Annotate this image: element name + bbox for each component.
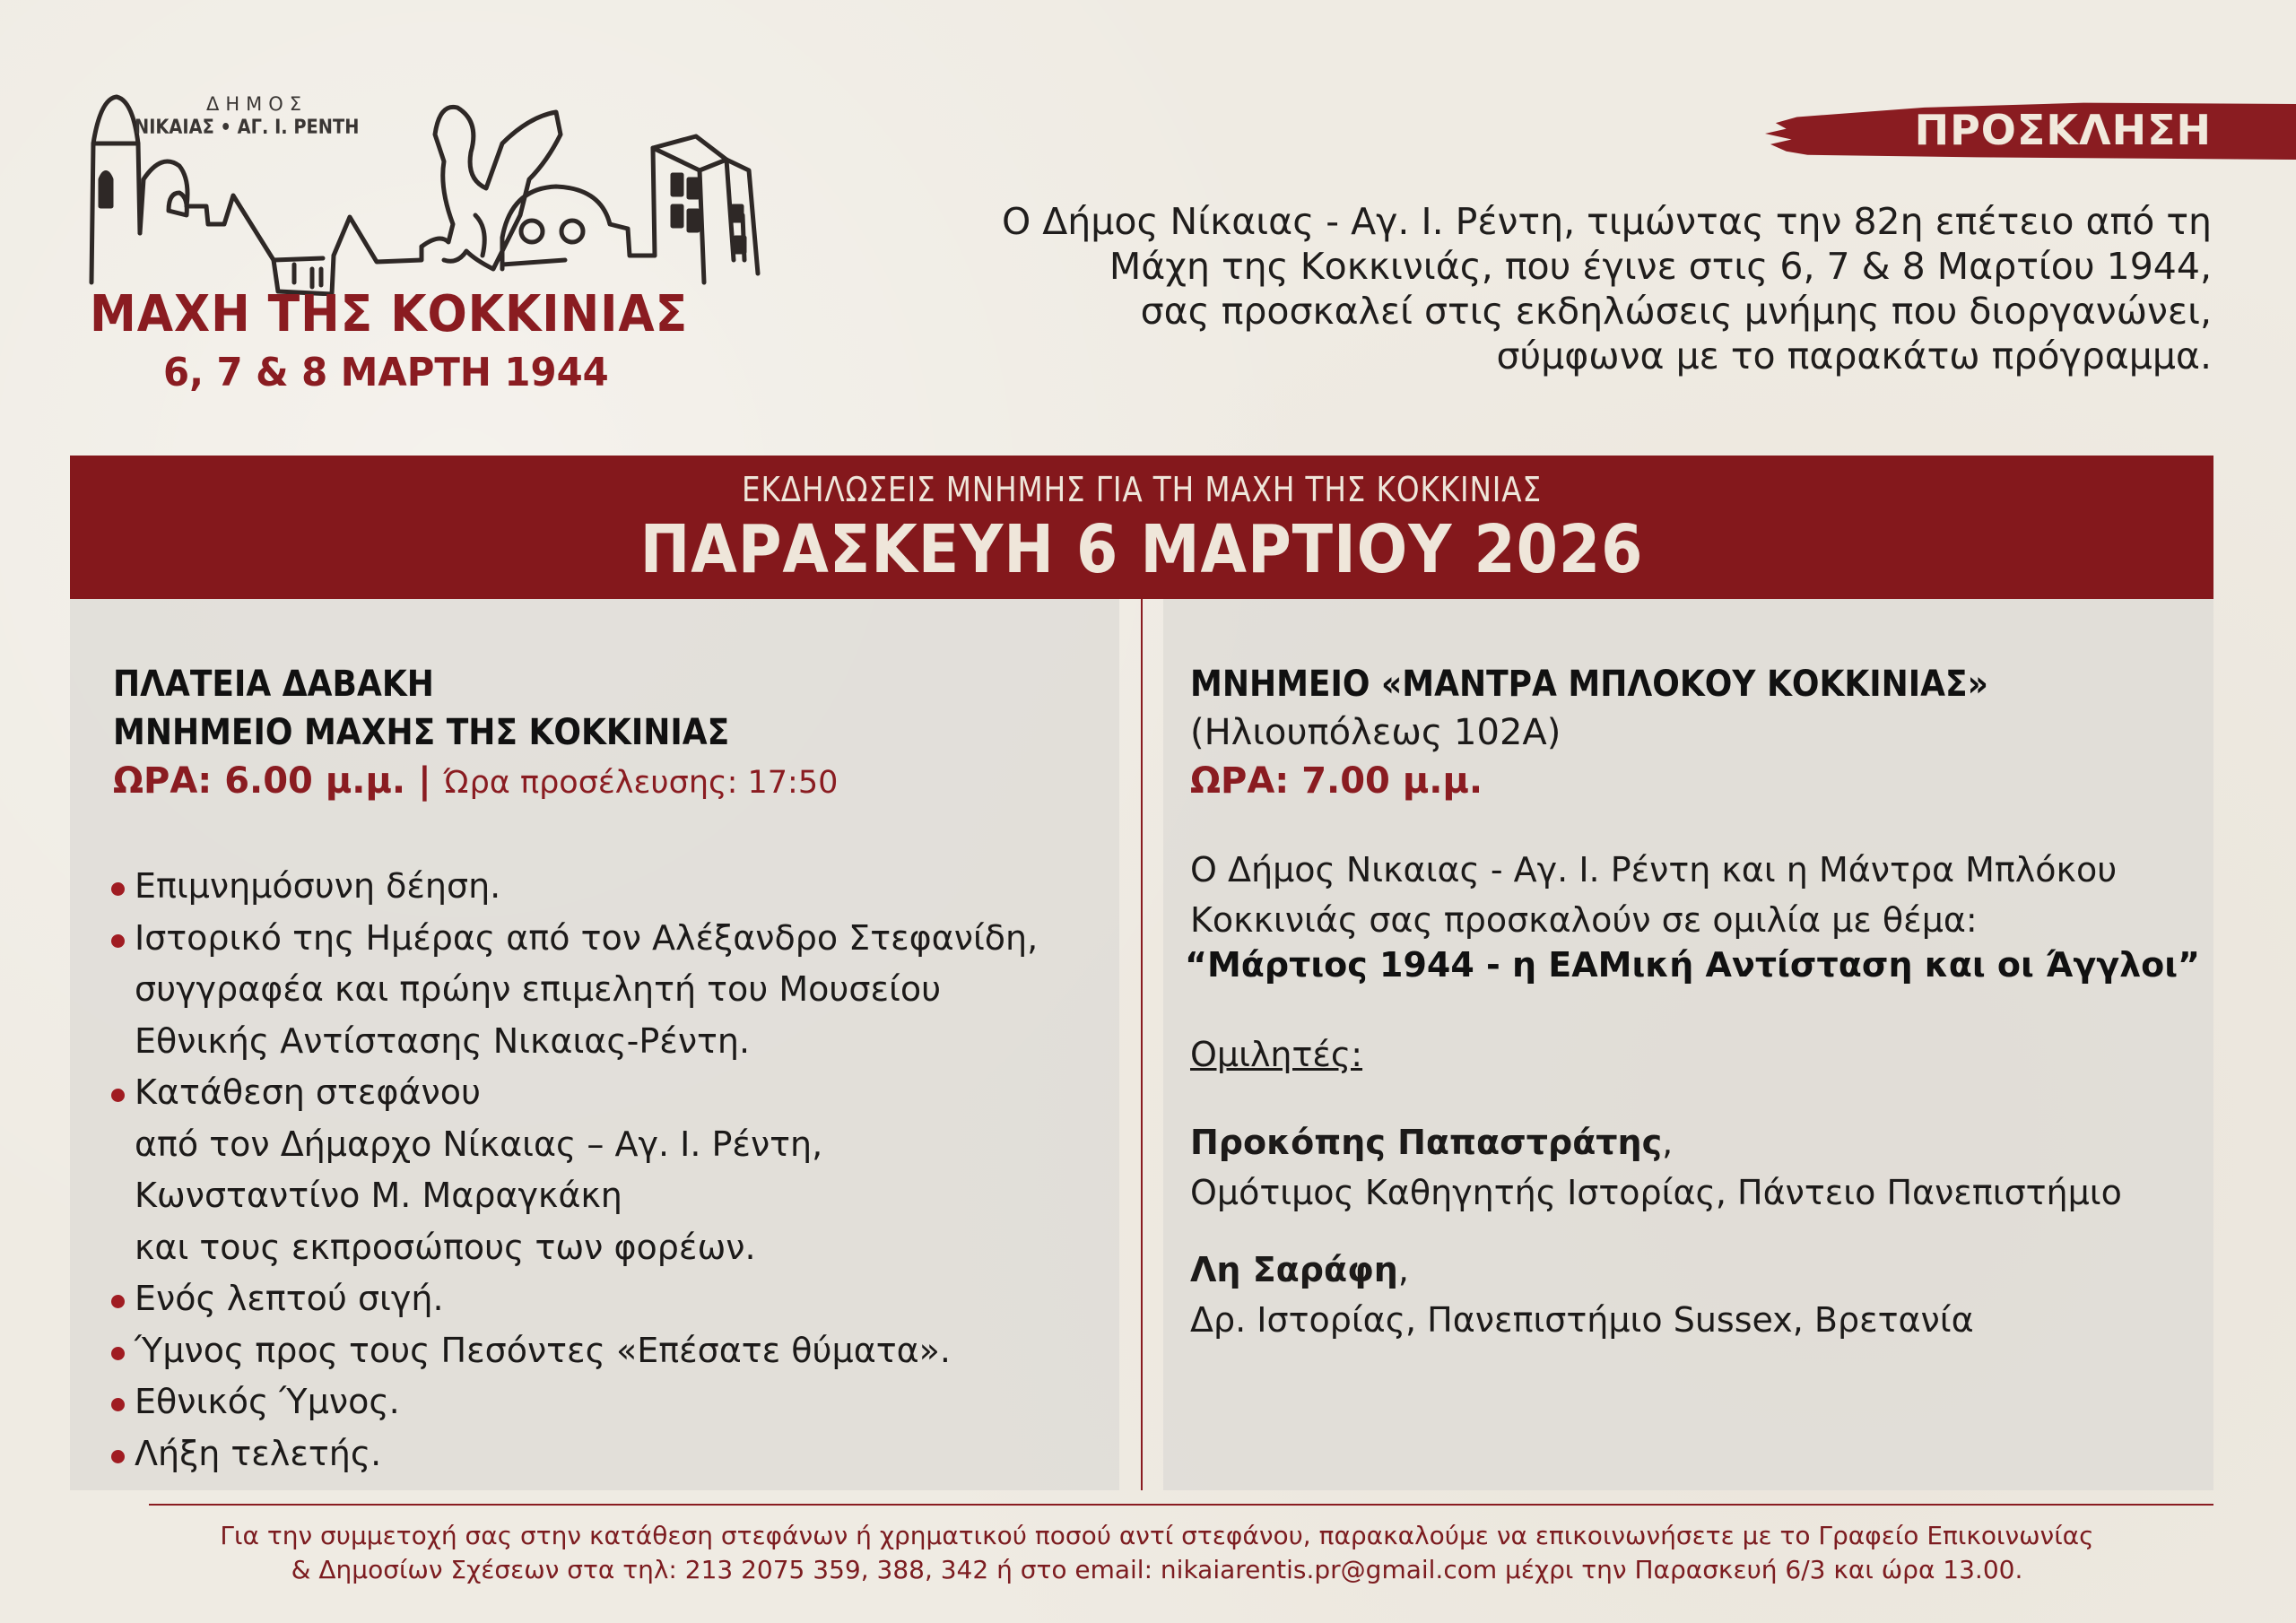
right-event-panel [1163, 599, 2213, 1490]
list-item-continuation: και τους εκπροσώπους των φορέων. [135, 1227, 756, 1267]
list-item: Ύμνος προς τους Πεσόντες «Επέσατε θύματα». [111, 1325, 1038, 1377]
time-separator: | [418, 760, 431, 802]
list-item-continuation: συγγραφέα και πρώην επιμελητή του Μουσείου [135, 969, 942, 1009]
invitation-line: Μάχη της Κοκκινιάς, που έγινε στις 6, 7 & 8 Μαρτίου 1944, [1109, 245, 2212, 288]
logo-municipality-name: ΝΙΚΑΙΑΣ • ΑΓ. Ι. ΡΕΝΤΗ [135, 117, 360, 139]
left-time-line [113, 760, 838, 802]
program-list [111, 861, 1038, 1480]
invitation-tag-label: ΠΡΟΣΚΛΗΣΗ [1914, 106, 2212, 154]
bullet-dot-icon [111, 1089, 125, 1102]
speakers-label: Ομιλητές: [1190, 1035, 1363, 1074]
list-item-continuation: Εθνικής Αντίστασης Νικαιας-Ρέντη. [135, 1020, 751, 1061]
right-event-time: ΩΡΑ: 7.00 μ.μ. [1190, 760, 1483, 802]
banner-title: ΠΑΡΑΣΚΕΥΗ 6 ΜΑΡΤΙΟΥ 2026 [639, 511, 1644, 588]
speaker-entry: Λη Σαράφη, Δρ. Ιστορίας, Πανεπιστήμιο Sussex, Βρετανία [1190, 1245, 1974, 1345]
speaker-name: Λη Σαράφη [1190, 1250, 1398, 1289]
invitation-text [866, 199, 2212, 378]
footer-divider [149, 1504, 2213, 1506]
cityscape-sketch-icon [81, 81, 762, 296]
column-divider [1141, 599, 1143, 1490]
bullet-dot-icon [111, 882, 125, 896]
municipality-logo [81, 81, 762, 412]
bullet-dot-icon [111, 1398, 125, 1411]
speaker-name: Προκόπης Παπαστράτης [1190, 1123, 1663, 1162]
talk-description: Ο Δήμος Νικαιας - Αγ. Ι. Ρέντη και η Μάντρα Μπλόκου Κοκκινιάς σας προσκαλούν σε ομιλία με θέμα: [1190, 850, 2118, 940]
invitation-line: Ο Δήμος Νίκαιας - Αγ. Ι. Ρέντη, τιμώντας την 82η επέτειο από τη [1001, 200, 2212, 243]
left-arrival-time: Ώρα προσέλευσης: 17:50 [443, 765, 839, 801]
bullet-dot-icon [111, 934, 125, 948]
logo-dates: 6, 7 & 8 ΜΑΡΤΗ 1944 [163, 350, 609, 395]
invitation-line: σύμφωνα με το παρακάτω πρόγραμμα. [1496, 334, 2212, 378]
banner-subtitle: ΕΚΔΗΛΩΣΕΙΣ ΜΝΗΜΗΣ ΓΙΑ ΤΗ ΜΑΧΗ ΤΗΣ ΚΟΚΚΙΝΙΑΣ [741, 470, 1543, 509]
list-item-continuation: Κωνσταντίνο Μ. Μαραγκάκη [135, 1176, 622, 1215]
list-item: Ιστορικό της Ημέρας από τον Αλέξανδρο Στεφανίδη, [111, 913, 1038, 965]
list-item: Επιμνημόσυνη δέηση. [111, 861, 1038, 913]
left-event-panel [70, 599, 1119, 1490]
logo-title: ΜΑΧΗ ΤΗΣ ΚΟΚΚΙΝΙΑΣ [90, 285, 689, 343]
invitation-line: σας προσκαλεί στις εκδηλώσεις μνήμης που διοργανώνει, [1140, 290, 2212, 333]
bullet-dot-icon [111, 1347, 125, 1360]
right-venue-address: (Ηλιουπόλεως 102Α) [1190, 712, 1561, 753]
right-venue: ΜΝΗΜΕΙΟ «ΜΑΝΤΡΑ ΜΠΛΟΚΟΥ ΚΟΚΚΙΝΙΑΣ» [1190, 664, 1988, 705]
talk-topic: “Μάρτιος 1944 - η ΕΑΜική Αντίσταση και οι Άγγλοι” [1185, 945, 2201, 985]
list-item: Εθνικός Ύμνος. [111, 1376, 1038, 1428]
list-item: Λήξη τελετής. [111, 1428, 1038, 1480]
footer-line: & Δημοσίων Σχέσεων στα τηλ: 213 2075 359, 388, 342 ή στο email: nikaiarentis.pr@gmail.com μέχρι την Παρασκευή 6/3 και ώρα 13.00. [291, 1555, 2023, 1584]
footer-line: Για την συμμετοχή σας στην κατάθεση στεφάνων ή χρηματικού ποσού αντί στεφάνου, παρακαλούμε να επικοινωνήσετε με το Γραφείο Επικοινωνίας [220, 1521, 2094, 1550]
list-item: Ενός λεπτού σιγή. [111, 1273, 1038, 1325]
footer-note [108, 1519, 2206, 1587]
speaker-entry: Προκόπης Παπαστράτης, Ομότιμος Καθηγητής Ιστορίας, Πάντειο Πανεπιστήμιο [1190, 1117, 2122, 1218]
list-item: Κατάθεση στεφάνου [111, 1067, 1038, 1119]
speaker-title: Δρ. Ιστορίας, Πανεπιστήμιο Sussex, Βρετανία [1190, 1300, 1974, 1340]
bullet-dot-icon [111, 1295, 125, 1308]
left-venue-line1: ΠΛΑΤΕΙΑ ΔΑΒΑΚΗ [113, 664, 434, 705]
logo-municipality-label: ΔΗΜΟΣ [206, 93, 309, 115]
list-item-continuation: από τον Δήμαρχο Νίκαιας – Αγ. Ι. Ρέντη, [135, 1124, 823, 1164]
left-event-time: ΩΡΑ: 6.00 μ.μ. [113, 760, 406, 802]
date-banner [70, 456, 2213, 599]
speaker-title: Ομότιμος Καθηγητής Ιστορίας, Πάντειο Πανεπιστήμιο [1190, 1173, 2122, 1212]
bullet-dot-icon [111, 1450, 125, 1463]
invitation-tag [1765, 100, 2296, 160]
left-venue-line2: ΜΝΗΜΕΙΟ ΜΑΧΗΣ ΤΗΣ ΚΟΚΚΙΝΙΑΣ [113, 712, 730, 753]
